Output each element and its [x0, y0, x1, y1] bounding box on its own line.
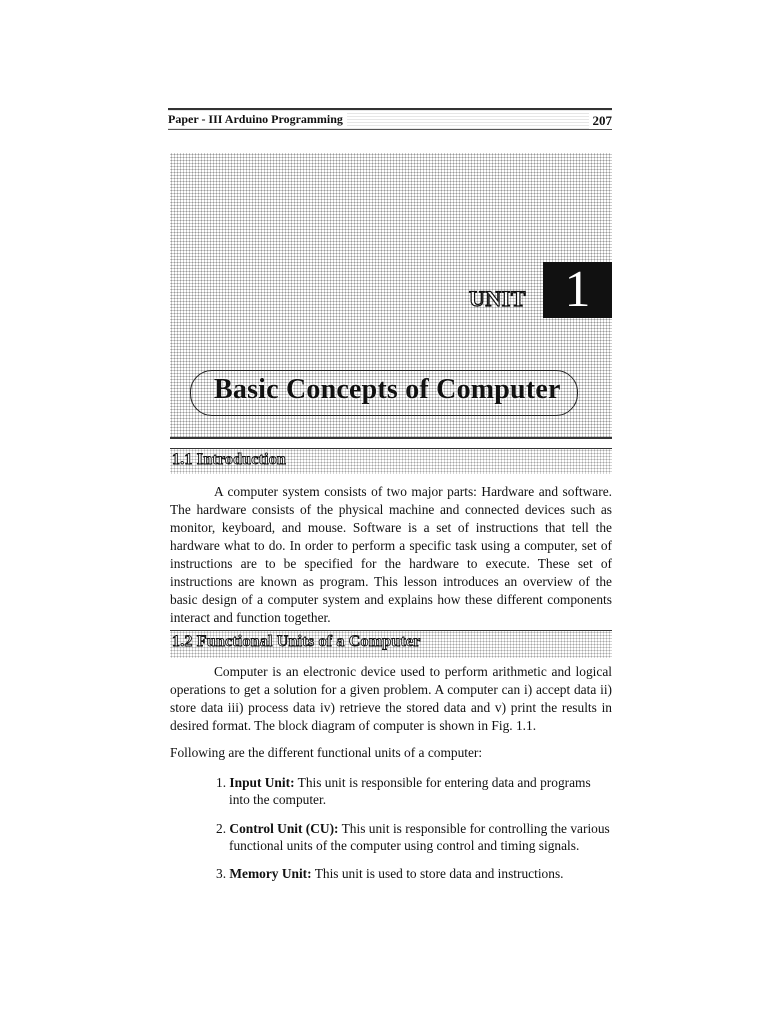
section-heading-functional-units: [170, 630, 612, 658]
list-lead-in: Following are the different functional units of a computer:: [170, 745, 483, 760]
section-heading-text: 1.2 Functional Units of a Computer: [172, 633, 421, 650]
unit-number: 1: [543, 262, 612, 318]
list-item-memory-unit: [216, 865, 612, 882]
list-item-term: Memory Unit:: [229, 866, 312, 881]
header-title: Paper - III Arduino Programming: [168, 112, 347, 127]
introduction-text: A computer system consists of two major parts: Hardware and software. The hardware consists of the physical machine and connected devices such as monitor, keyboard, and mouse. Software is a set of instructions that tell the hardware what to do. In order to perform a specific task using a computer, set of instructions are to be specified for the hardware to execute. These set of instructions are known as program. This lesson introduces an overview of the basic design of a computer system and explains how these different components interact and function together.: [170, 484, 612, 625]
section-heading-text: 1.1 Introduction: [172, 451, 287, 468]
list-item-text-continued: functional units of the computer using control and timing signals.: [229, 838, 580, 853]
functional-units-text: Computer is an electronic device used to perform arithmetic and logical operations to get a solution for a given problem. A computer can i) accept data ii) store data iii) process data iv) retrieve the stored data and v) print the results in desired format. The block diagram of computer is shown in Fig. 1.1.: [170, 664, 612, 733]
list-item-control-unit: [216, 820, 612, 854]
list-item-number: 3.: [216, 866, 227, 881]
functional-units-paragraph: [170, 663, 612, 735]
section-heading-introduction: [170, 448, 612, 474]
list-item-number: 2.: [216, 821, 227, 836]
list-item-text-continued: into the computer.: [229, 792, 327, 807]
list-item-text: This unit is responsible for controlling the various: [338, 821, 610, 836]
list-item-term: Input Unit:: [229, 775, 295, 790]
page-number: 207: [589, 113, 613, 129]
running-header: [168, 108, 612, 130]
list-item-input-unit: [216, 774, 612, 808]
introduction-paragraph: [170, 483, 612, 627]
list-item-text: This unit is used to store data and instructions.: [311, 866, 564, 881]
unit-label: UNIT: [469, 286, 527, 311]
list-item-term: Control Unit (CU):: [229, 821, 339, 836]
list-item-text: This unit is responsible for entering data and programs: [294, 775, 591, 790]
chapter-title: Basic Concepts of Computer: [214, 374, 561, 405]
list-item-number: 1.: [216, 775, 227, 790]
